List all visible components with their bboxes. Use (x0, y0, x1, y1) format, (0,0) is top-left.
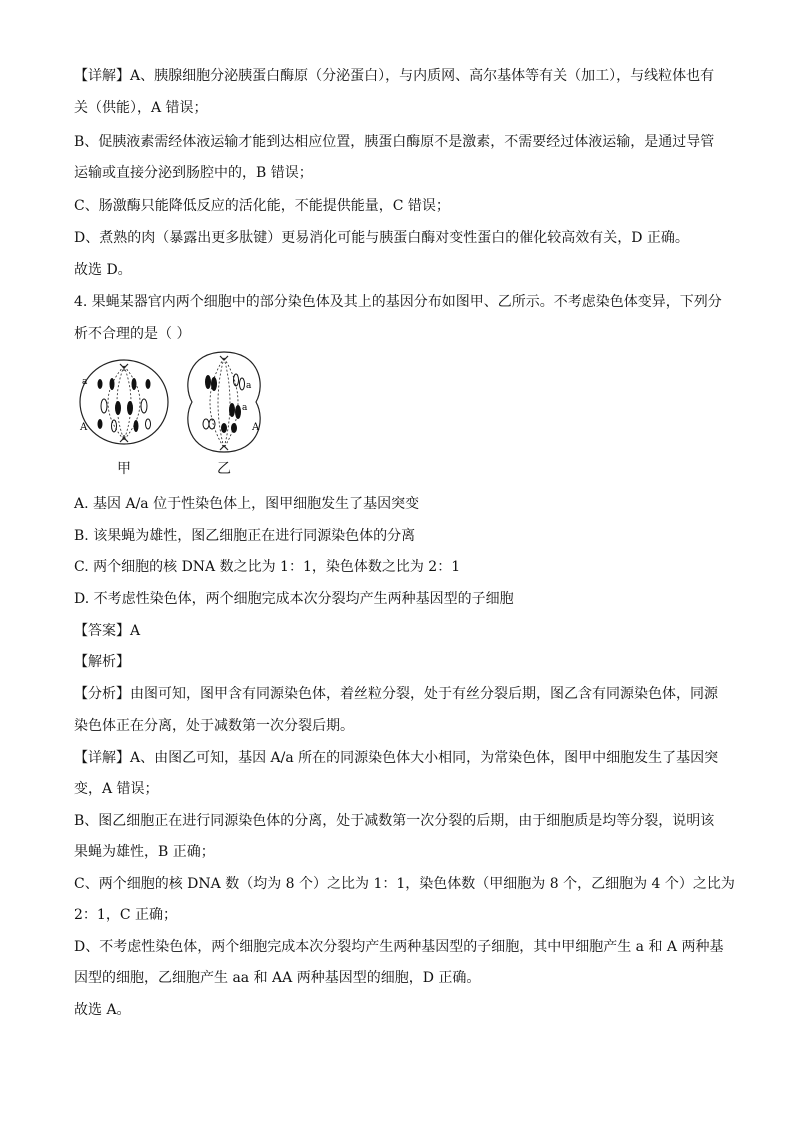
cell-diagram (74, 344, 284, 480)
option-d: D. 不考虑性染色体，两个细胞完成本次分裂均产生两种基因型的子细胞 (74, 591, 514, 607)
analysis-line: 【详解】A、由图乙可知，基因 A/a 所在的同源染色体大小相同，为常染色体，图甲中细胞发生了基因突 (74, 750, 719, 766)
text-line: B、促胰液素需经体液运输才能到达相应位置，胰蛋白酶原不是激素，不需要经过体液运输，是通过导管 (74, 134, 715, 150)
analysis-line: 变，A 错误； (74, 781, 159, 797)
gene-label: a (242, 403, 248, 413)
option-c: C. 两个细胞的核 DNA 数之比为 1：1，染色体数之比为 2：1 (74, 559, 461, 575)
option-b: B. 该果蝇为雄性，图乙细胞正在进行同源染色体的分离 (74, 528, 416, 544)
analysis-line: C、两个细胞的核 DNA 数（均为 8 个）之比为 1：1，染色体数（甲细胞为 8 个，乙细胞为 4 个）之比为 (74, 876, 735, 892)
analysis-line: 【分析】由图可知，图甲含有同源染色体，着丝粒分裂，处于有丝分裂后期，图乙含有同源染色体，同源 (74, 686, 718, 702)
text-line: 关（供能），A 错误； (74, 100, 208, 116)
text-line: 故选 D。 (74, 262, 132, 278)
gene-label: A (252, 422, 260, 433)
gene-label: A (80, 422, 88, 433)
text-line: D、煮熟的肉（暴露出更多肽键）更易消化可能与胰蛋白酶对变性蛋白的催化较高效有关，D 正确。 (74, 230, 689, 246)
question-stem-cont: 析不合理的是（ ） (74, 326, 191, 342)
cell-figure (74, 344, 284, 480)
analysis-line: 染色体正在分离，处于减数第一次分裂后期。 (74, 718, 354, 734)
cell-jia (80, 360, 168, 444)
cell-yi (188, 352, 260, 452)
gene-label: a (246, 381, 252, 391)
option-a: A. 基因 A/a 位于性染色体上，图甲细胞发生了基因突变 (74, 496, 420, 512)
text-line: 【详解】A、胰腺细胞分泌胰蛋白酶原（分泌蛋白），与内质网、高尔基体等有关（加工），与线粒体也有 (74, 68, 715, 84)
analysis-line: 故选 A。 (74, 1002, 131, 1018)
text-line: 运输或直接分泌到肠腔中的，B 错误； (74, 165, 313, 181)
analysis-line: 果蝇为雄性，B 正确； (74, 844, 215, 860)
label-yi: 乙 (217, 461, 231, 477)
label-jia: 甲 (117, 461, 131, 477)
analysis-line: D、不考虑性染色体，两个细胞完成本次分裂均产生两种基因型的子细胞，其中甲细胞产生 a 和 A 两种基 (74, 939, 724, 955)
chromosomes-jia (98, 378, 151, 432)
gene-label: a (82, 377, 88, 387)
text-line: C、肠激酶只能降低反应的活化能，不能提供能量，C 错误； (74, 198, 450, 214)
analysis-line: B、图乙细胞正在进行同源染色体的分离，处于减数第一次分裂的后期，由于细胞质是均等分裂，说明该 (74, 813, 715, 829)
analysis-line: 2：1，C 正确； (74, 907, 177, 923)
answer: 【答案】A (74, 623, 141, 639)
analysis-line: 因型的细胞，乙细胞产生 aa 和 AA 两种基因型的细胞，D 正确。 (74, 970, 481, 986)
analysis-heading: 【解析】 (74, 654, 130, 670)
question-stem: 4. 果蝇某器官内两个细胞中的部分染色体及其上的基因分布如图甲、乙所示。不考虑染色体变异，下列分 (74, 294, 722, 310)
